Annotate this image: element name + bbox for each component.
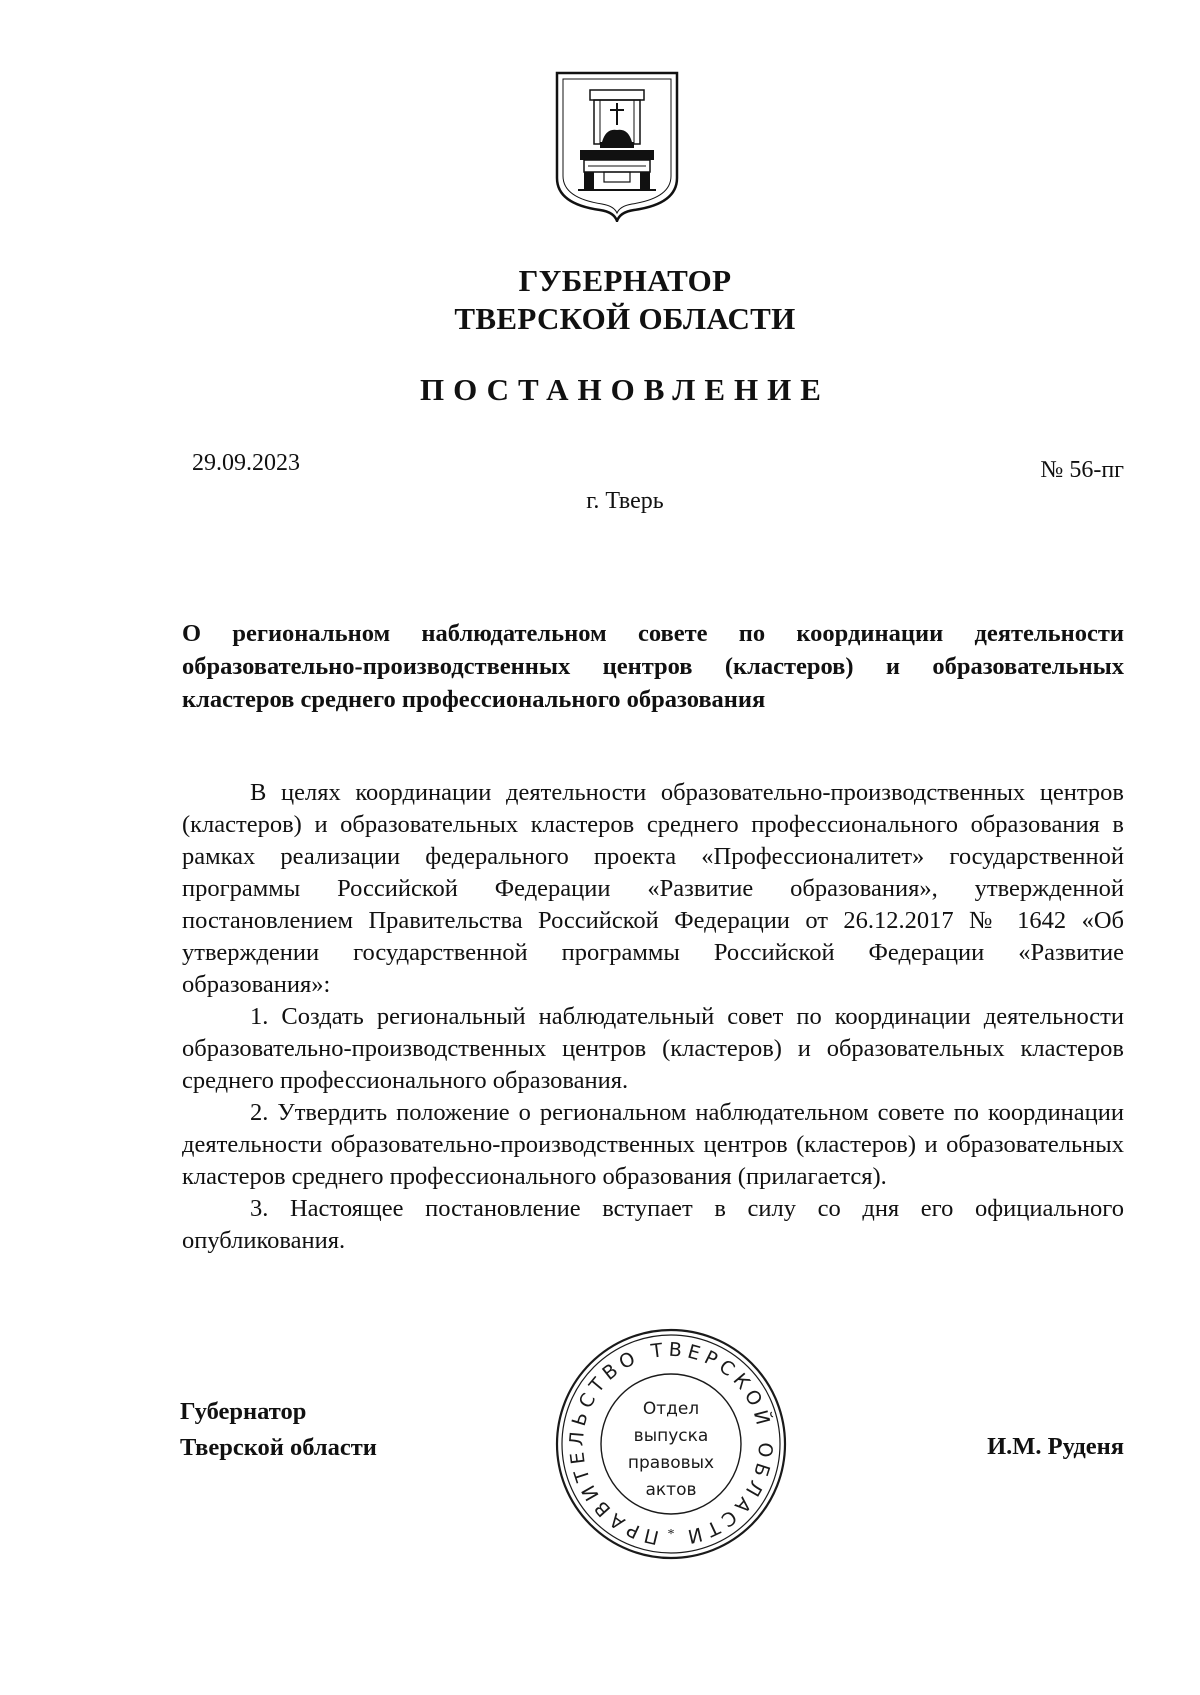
body-preamble: В целях координации деятельности образовательно-производственных центров (кластеров) и образовательных кластеров среднего профессионального образования в рамках реализации федерального проекта «Профессионалитет» государственной программы Российской Федерации «Развитие образования», утвержденной постановлением Правительства Российской Федерации от 26.12.2017 № 1642 «Об утверждении государственной программы Российской Федерации «Развитие образования»: xyxy=(182,779,1124,998)
official-stamp xyxy=(553,1326,789,1562)
issuer-heading xyxy=(0,262,1200,338)
stamp-center-line1: Отдел xyxy=(642,1399,700,1419)
document-type-heading: ПОСТАНОВЛЕНИЕ xyxy=(420,372,830,407)
body-item-1: 1. Создать региональный наблюдательный совет по координации деятельности образовательно-производственных центров (кластеров) и образовательных кластеров среднего профессионального образования. xyxy=(182,1003,1124,1094)
stamp-center-line2: выпуска xyxy=(633,1426,709,1446)
body-item-2: 2. Утвердить положение о региональном наблюдательном совете по координации деятельности образовательно-производственных центров (кластеров) и образовательных кластеров среднего профессионального образования (прилагается). xyxy=(182,1099,1124,1190)
document-date: 29.09.2023 xyxy=(192,450,300,476)
signer-position-line2: Тверской области xyxy=(180,1434,377,1461)
stamp-ring-text: ПРАВИТЕЛЬСТВО ТВЕРСКОЙ ОБЛАСТИ xyxy=(565,1338,777,1549)
signer-position-line1: Губернатор xyxy=(180,1398,307,1425)
stamp-star-icon: * xyxy=(667,1527,675,1542)
issuer-heading-line1: ГУБЕРНАТОР xyxy=(518,263,732,298)
document-body xyxy=(182,777,1124,1257)
signer-name: И.М. Руденя xyxy=(987,1433,1124,1460)
issuer-heading-line2: ТВЕРСКОЙ ОБЛАСТИ xyxy=(454,301,796,336)
stamp-center-line4: актов xyxy=(645,1480,697,1500)
stamp-center-text xyxy=(553,1396,789,1504)
document-subject: О региональном наблюдательном совете по координации деятельности образовательно-производственных центров (кластеров) и образовательных кластеров среднего профессионального образования xyxy=(182,620,1124,713)
coat-of-arms-emblem xyxy=(554,70,680,222)
document-city: г. Тверь xyxy=(586,488,664,514)
body-item-3: 3. Настоящее постановление вступает в силу со дня его официального опубликования. xyxy=(182,1195,1124,1254)
document-number: № 56-пг xyxy=(1040,457,1124,483)
stamp-center-line3: правовых xyxy=(627,1453,715,1473)
signer-position xyxy=(180,1394,377,1466)
